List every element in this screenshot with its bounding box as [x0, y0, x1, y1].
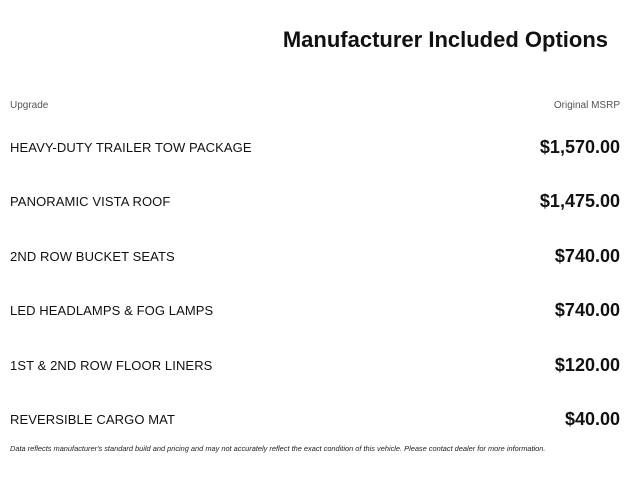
option-price: $1,475.00 — [539, 191, 620, 212]
page-title: Manufacturer Included Options — [282, 27, 608, 52]
option-row — [10, 284, 620, 339]
disclaimer-text: Data reflects manufacturer's standard build and pricing and may not accurately reflect the exact condition of this vehicle. Please contact dealer for more information. — [10, 444, 546, 453]
option-price: $1,570.00 — [539, 136, 620, 157]
option-name: PANORAMIC VISTA ROOF — [10, 194, 171, 210]
options-list — [10, 120, 620, 447]
option-name: LED HEADLAMPS & FOG LAMPS — [10, 303, 214, 319]
option-price: $120.00 — [554, 354, 620, 375]
upgrade-column-header: Upgrade — [10, 100, 49, 111]
option-row — [10, 338, 620, 393]
msrp-column-header: Original MSRP — [553, 100, 620, 111]
option-name: HEAVY-DUTY TRAILER TOW PACKAGE — [10, 139, 252, 155]
column-header-row — [10, 100, 620, 111]
option-price: $40.00 — [564, 409, 620, 430]
option-name: 1ST & 2ND ROW FLOOR LINERS — [10, 357, 213, 373]
option-row — [10, 393, 620, 448]
option-name: REVERSIBLE CARGO MAT — [10, 412, 176, 428]
option-name: 2ND ROW BUCKET SEATS — [10, 248, 175, 264]
option-row — [10, 229, 620, 284]
option-row — [10, 175, 620, 230]
option-row — [10, 120, 620, 175]
option-price: $740.00 — [554, 245, 620, 266]
option-price: $740.00 — [554, 300, 620, 321]
